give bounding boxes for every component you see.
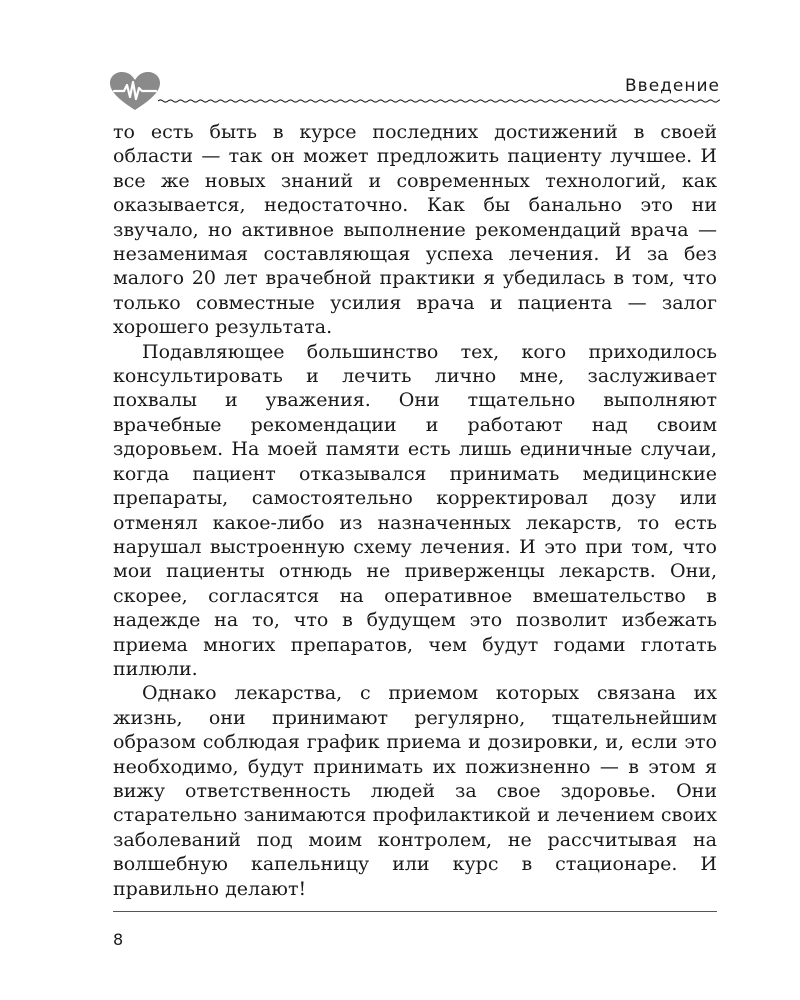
paragraph: Однако лекарства, с приемом которых связана их жизнь, они принимают регулярно, тщательнейшим образом соблюдая график приема и дозировки, и, если это необходимо, будут принимать их пожизненно — в этом я вижу ответственность людей за свое здоровье. Они старательно занимаются профилактикой и лечением своих заболеваний под моим контролем, не рассчитывая на волшебную капельницу или курс в стационаре. И правильно делают! bbox=[113, 682, 717, 900]
page-body bbox=[113, 120, 717, 901]
running-header bbox=[108, 72, 720, 112]
page-number: 8 bbox=[113, 930, 124, 949]
footer-rule bbox=[113, 911, 717, 912]
header-wavy-rule bbox=[158, 94, 720, 108]
section-title: Введение bbox=[625, 76, 720, 96]
heart-pulse-icon bbox=[108, 72, 162, 112]
paragraph: то есть быть в курсе последних достижений в своей области — так он может предложить пациенту лучшее. И все же новых знаний и современных технологий, как оказывается, недостаточно. Как бы банально это ни звучало, но активное выполнение рекомендаций врача — незаменимая составляющая успеха лечения. И за без малого 20 лет врачебной практики я убедилась в том, что только совместные усилия врача и пациента — залог хорошего результата. bbox=[113, 121, 717, 339]
paragraph: Подавляющее большинство тех, кого приходилось консультировать и лечить лично мне, заслуживает похвалы и уважения. Они тщательно выполняют врачебные рекомендации и работают над своим здоровьем. На моей памяти есть лишь единичные случаи, когда пациент отказывался принимать медицинские препараты, самостоятельно корректировал дозу или отменял какое-либо из назначенных лекарств, то есть нарушал выстроенную схему лечения. И это при том, что мои пациенты отнюдь не приверженцы лекарств. Они, скорее, согласятся на оперативное вмешательство в надежде на то, что в будущем это позволит избежать приема многих препаратов, чем будут годами глотать пилюли. bbox=[113, 340, 717, 680]
